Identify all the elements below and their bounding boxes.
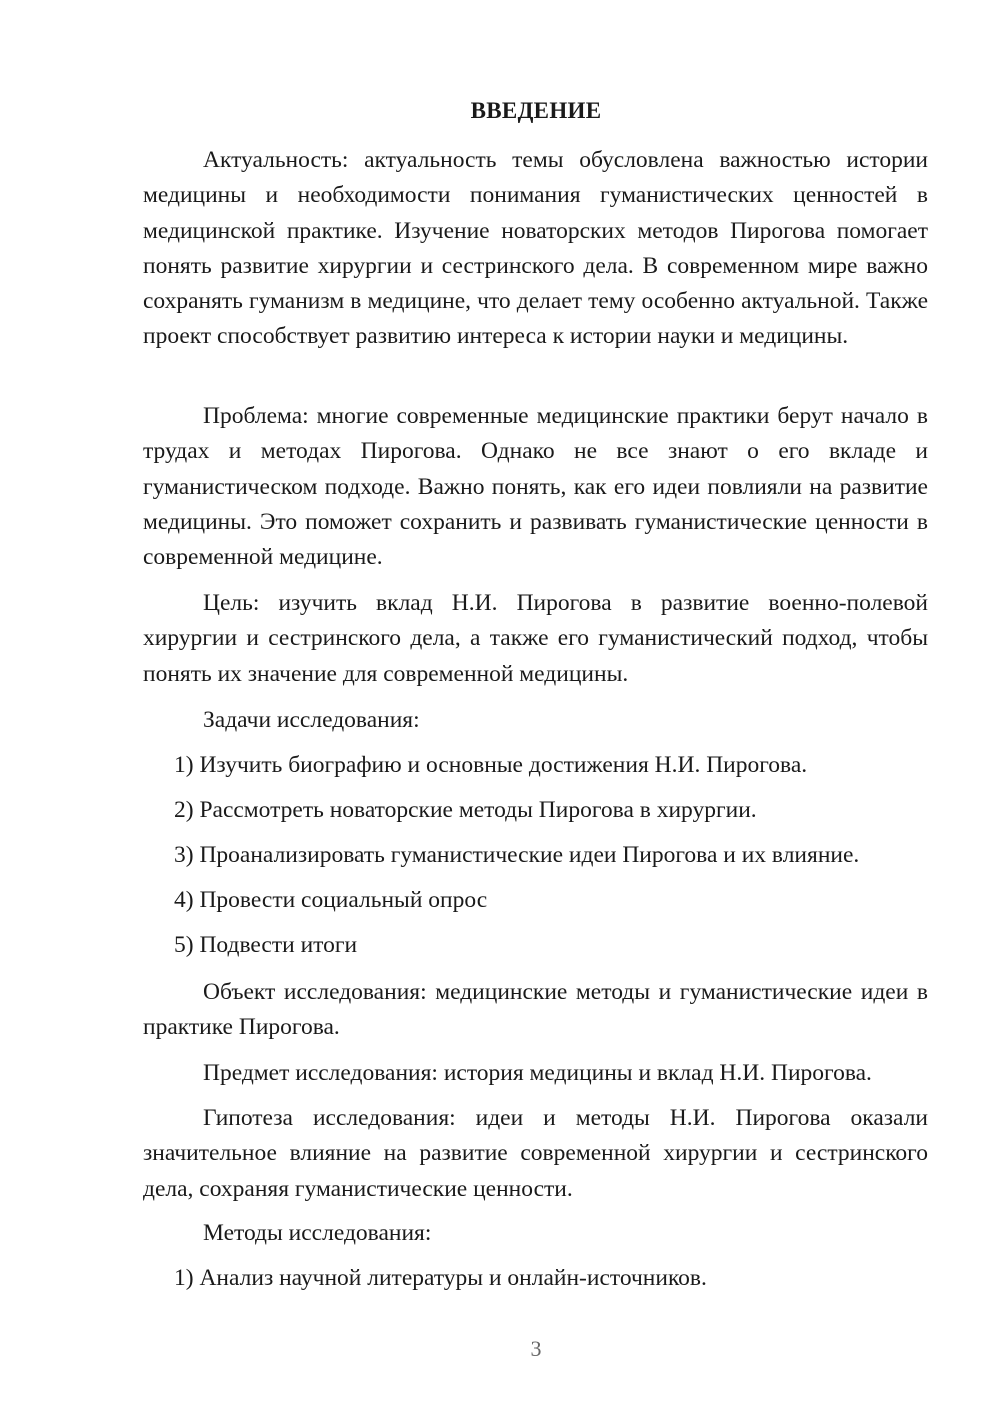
- paragraph-relevance: Актуальность: актуальность темы обусловлена важностью истории медицины и необходимости понимания гуманистических ценностей в медицинской практике. Изучение новаторских методов Пирогова помогает понять развитие хирургии и сестринского дела. В современном мире важно сохранять гуманизм в медицине, что делает тему особенно актуальной. Также проект способствует развитию интереса к истории науки и медицины.: [143, 147, 928, 350]
- list-item-task-3: 3) Проанализировать гуманистические идеи Пирогова и их влияние.: [174, 842, 860, 868]
- paragraph-goal: Цель: изучить вклад Н.И. Пирогова в развитие военно-полевой хирургии и сестринского дела, а также его гуманистический подход, чтобы понять их значение для современной медицины.: [143, 590, 928, 687]
- page-title: ВВЕДЕНИЕ: [470, 98, 602, 123]
- list-item-task-4: 4) Провести социальный опрос: [174, 887, 488, 913]
- paragraph-problem: Проблема: многие современные медицинские практики берут начало в трудах и методах Пирогова. Однако не все знают о его вкладе и гуманистическом подходе. Важно понять, как его идеи повлияли на развитие медицины. Это поможет сохранить и развивать гуманистические ценности в современной медицине.: [143, 403, 928, 571]
- methods-title: Методы исследования:: [203, 1220, 432, 1246]
- paragraph-hypothesis: Гипотеза исследования: идеи и методы Н.И. Пирогова оказали значительное влияние на развитие современной хирургии и сестринского дела, сохраняя гуманистические ценности.: [143, 1105, 928, 1202]
- paragraph-object: Объект исследования: медицинские методы и гуманистические идеи в практике Пирогова.: [143, 979, 928, 1041]
- tasks-title: Задачи исследования:: [203, 707, 420, 733]
- list-item-task-1: 1) Изучить биографию и основные достижения Н.И. Пирогова.: [174, 752, 808, 778]
- paragraph-subject: Предмет исследования: история медицины и вклад Н.И. Пирогова.: [203, 1060, 872, 1086]
- list-item-method-1: 1) Анализ научной литературы и онлайн-источников.: [174, 1265, 707, 1291]
- list-item-task-5: 5) Подвести итоги: [174, 932, 358, 958]
- list-item-task-2: 2) Рассмотреть новаторские методы Пирогова в хирургии.: [174, 797, 757, 823]
- page-number: 3: [530, 1336, 542, 1361]
